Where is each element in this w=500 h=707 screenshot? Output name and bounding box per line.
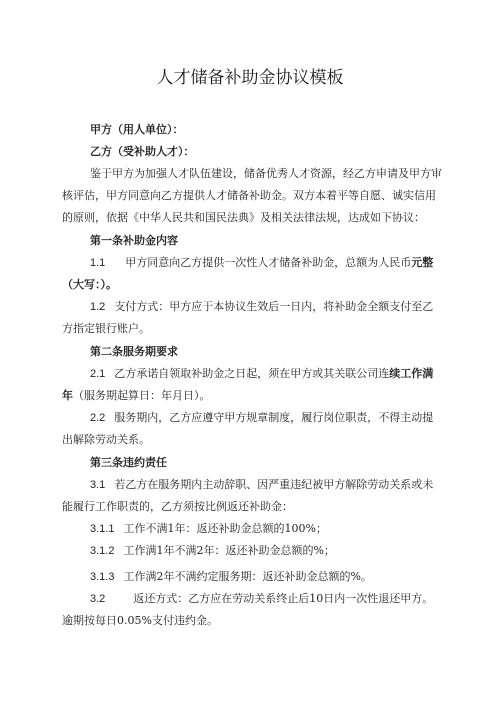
clause-emphasis: 元整（大写：）。 xyxy=(62,256,434,291)
clause-emphasis: 续工作满年 xyxy=(62,367,434,402)
clause-text-after: （服务期起算日：年月日）。 xyxy=(73,389,211,402)
article-2-heading: 第二条服务期要求 xyxy=(90,345,178,358)
late-penalty-line: 逾期按每日0.05%支付违约金。 xyxy=(62,614,218,627)
clause-text: 工作满1年不满2年：返还补助金总额的%； xyxy=(123,544,335,557)
clause-number: 3.1.2 xyxy=(90,545,115,557)
clause-text: 服务期内，乙方应遵守甲方规章制度，履行岗位职责，不得主动提出解除劳动关系。 xyxy=(62,411,434,446)
clause-number: 3.1.3 xyxy=(90,571,115,583)
clause-text: 工作满2年不满约定服务期：返还补助金总额的%。 xyxy=(123,570,372,583)
clause-text: 乙方承诺自领取补助金之日起，须在甲方或其关联公司连 xyxy=(114,367,390,380)
clause-text: 若乙方在服务期内主动辞职、因严重违纪被甲方解除劳动关系或未能履行工作职责的，乙方须按比例返还补助金： xyxy=(62,478,434,513)
clause-2-1 xyxy=(62,363,442,407)
clause-3-2 xyxy=(62,588,442,610)
party-a-line: 甲方（用人单位）： xyxy=(90,123,184,136)
clause-text: 工作不满1年：返还补助金总额的100%； xyxy=(123,522,327,535)
clause-1-1 xyxy=(62,252,442,296)
clause-text: 返还方式：乙方应在劳动关系终止后10日内一次性退还甲方。 xyxy=(133,592,434,605)
clause-number: 1.2 xyxy=(90,301,106,313)
article-3-heading: 第三条违约责任 xyxy=(90,456,167,469)
clause-3-1 xyxy=(62,474,442,518)
clause-number: 3.1 xyxy=(90,479,106,491)
clause-number: 1.1 xyxy=(90,257,106,269)
clause-number: 2.2 xyxy=(90,412,106,424)
party-b-line: 乙方（受补助人才）： xyxy=(90,145,195,158)
article-1-heading: 第一条补助金内容 xyxy=(90,234,178,247)
clause-3-1-3 xyxy=(62,566,442,588)
clause-3-1-2 xyxy=(62,540,442,562)
clause-text: 支付方式：甲方应于本协议生效后一日内，将补助金全额支付至乙方指定银行账户。 xyxy=(62,300,434,335)
document-body xyxy=(62,119,442,632)
clause-number: 2.1 xyxy=(90,368,106,380)
clause-2-2 xyxy=(62,407,442,451)
document-title: 人才储备补助金协议模板 xyxy=(156,68,344,88)
clause-number: 3.1.1 xyxy=(90,523,115,535)
preamble-paragraph: 鉴于甲方为加强人才队伍建设，储备优秀人才资源，经乙方申请及甲方审核评估，甲方同意向乙方提供人才储备补助金。双方本着平等自愿、诚实信用的原则，依据《中华人民共和国民法典》及相关法律法规，达成如下协议： xyxy=(62,167,442,224)
clause-1-2 xyxy=(62,296,442,340)
clause-3-1-1 xyxy=(62,518,442,540)
clause-text: 甲方同意向乙方提供一次性人才储备补助金，总额为人民币 xyxy=(125,256,412,269)
clause-number: 3.2 xyxy=(90,593,106,605)
